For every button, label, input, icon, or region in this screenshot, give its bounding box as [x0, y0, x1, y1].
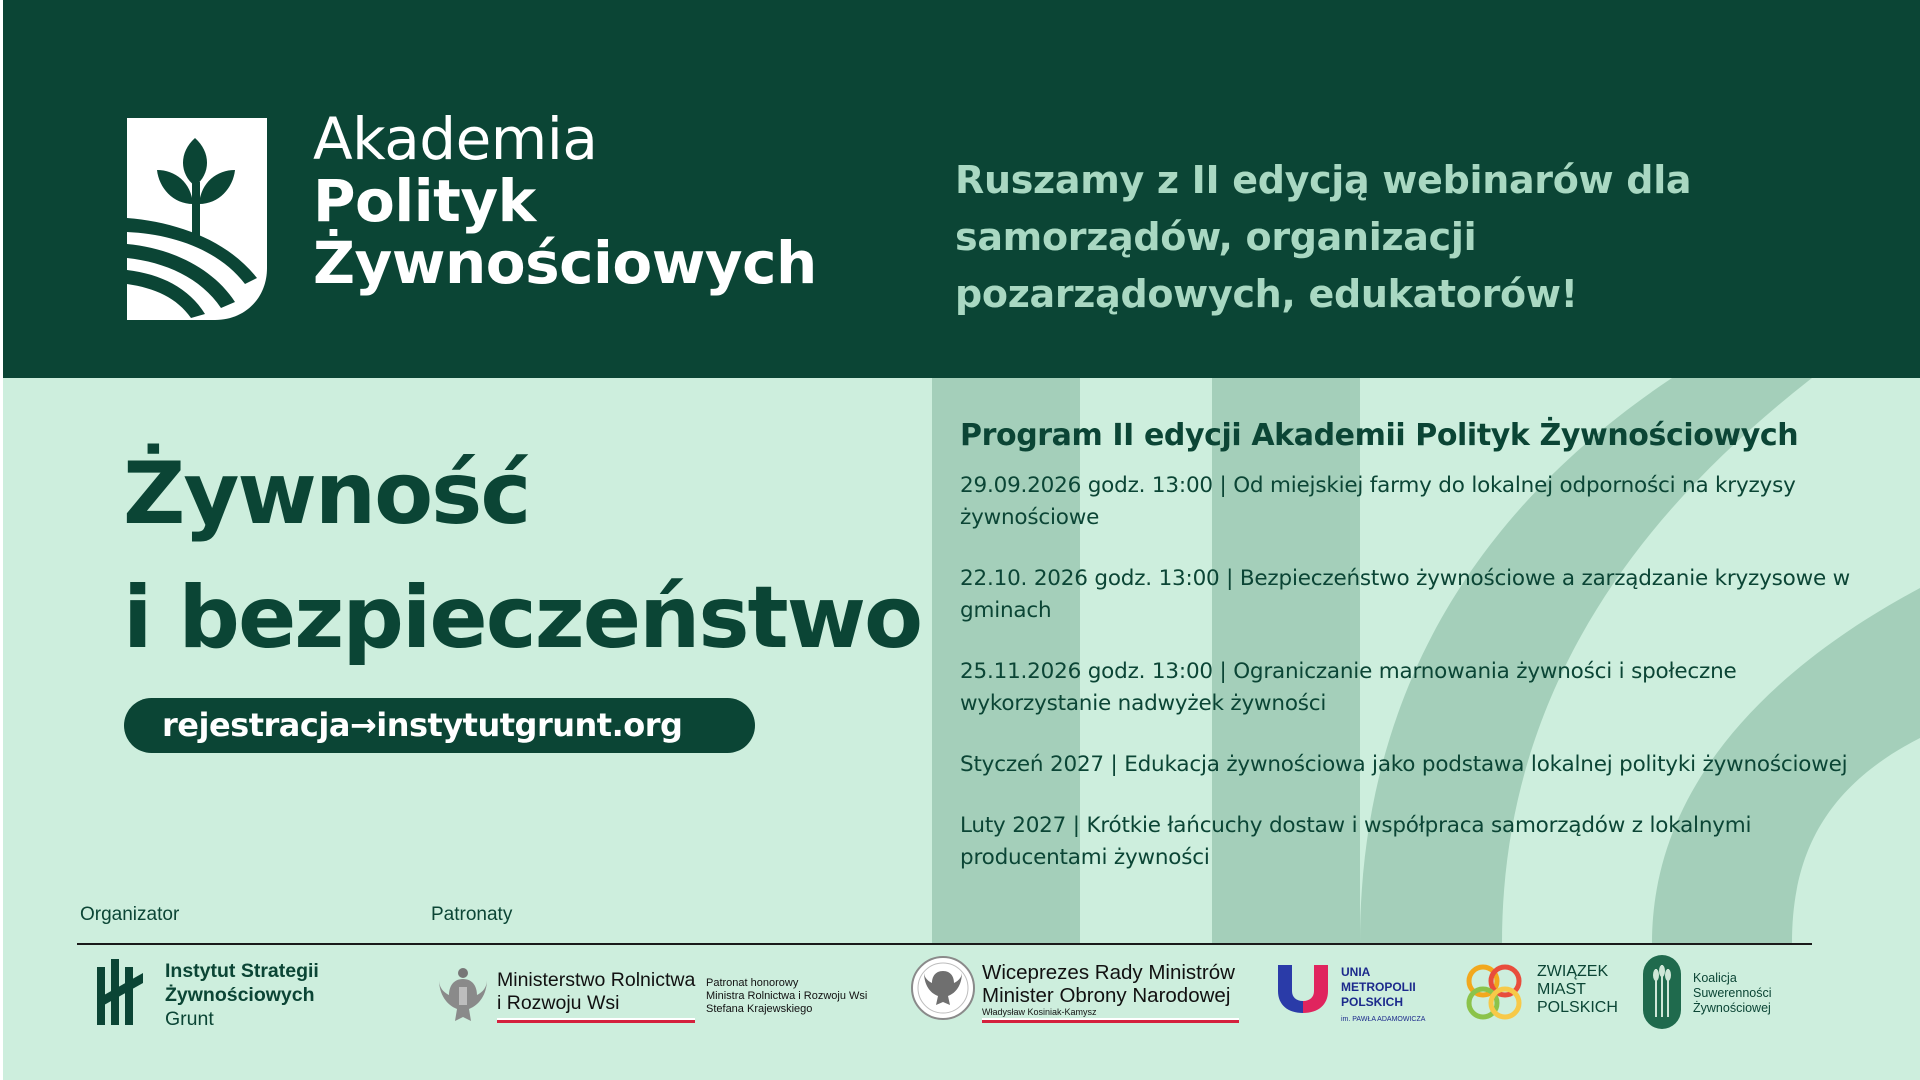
program-item: 29.09.2026 godz. 13:00 | Od miejskiej farmy do lokalnej odporności na kryzysy żywnościowe — [960, 473, 1796, 530]
organizer-line-1: Instytut Strategii — [165, 960, 319, 982]
zmp-rings-icon — [1463, 961, 1525, 1023]
registration-link[interactable]: rejestracja→instytutgrunt.org — [124, 698, 755, 753]
white-eagle-icon — [437, 965, 489, 1025]
ump-line-1: UNIA — [1341, 965, 1371, 979]
organizer-name — [165, 959, 319, 1031]
defence-flag-bar — [982, 1018, 1239, 1023]
ministry-note-1: Patronat honorowy — [706, 977, 799, 989]
ministry-line-1: Ministerstwo Rolnictwa — [497, 969, 696, 991]
program-item: Styczeń 2027 | Edukacja żywnościowa jako podstawa lokalnej polityki żywnościowej — [960, 752, 1848, 777]
defence-title — [982, 961, 1235, 1007]
footer-divider — [77, 943, 1812, 945]
organizer-line-3: Grunt — [165, 1008, 214, 1030]
ministry-patronage-note — [706, 977, 867, 1016]
ump-name — [1341, 965, 1416, 1010]
program-item: 22.10. 2026 godz. 13:00 | Bezpieczeństwo żywnościowe a zarządzanie kryzysowe w gminach — [960, 566, 1851, 623]
program-list — [960, 470, 1860, 874]
zmp-name — [1537, 963, 1618, 1017]
hero-line-1: Żywność — [123, 444, 530, 544]
zmp-line-2: MIAST — [1537, 981, 1586, 998]
brand-line-3: Żywnościowych — [313, 229, 817, 297]
wheat-icon — [1643, 955, 1681, 1029]
military-eagle-icon — [910, 955, 976, 1021]
zmp-line-1: ZWIĄZEK — [1537, 963, 1609, 980]
brand-title — [313, 105, 817, 297]
ksz-line-3: Żywnościowej — [1693, 1001, 1771, 1015]
ministry-name — [497, 969, 695, 1015]
brand-line-2: Polityk — [313, 167, 536, 235]
ump-line-2: METROPOLII — [1341, 980, 1416, 994]
zmp-line-3: POLSKICH — [1537, 999, 1618, 1016]
hero-title — [123, 432, 921, 680]
ministry-note-3: Stefana Krajewskiego — [706, 1003, 813, 1015]
defence-line-2: Minister Obrony Narodowej — [982, 984, 1231, 1007]
organizer-label: Organizator — [80, 904, 180, 925]
ksz-line-2: Suwerenności — [1693, 986, 1772, 1000]
defence-line-1: Wiceprezes Rady Ministrów — [982, 961, 1235, 984]
patronage-label: Patronaty — [431, 904, 513, 925]
isz-grunt-icon — [97, 959, 143, 1025]
sprout-field-icon — [127, 118, 267, 320]
ump-subtitle: im. PAWŁA ADAMOWICZA — [1341, 1016, 1426, 1023]
brand-line-1: Akademia — [313, 105, 598, 173]
ministry-line-2: i Rozwoju Wsi — [497, 992, 620, 1014]
program-section — [960, 412, 1860, 903]
hero-line-2: i bezpieczeństwo — [123, 568, 922, 668]
ministry-note-2: Ministra Rolnictwa i Rozwoju Wsi — [706, 990, 868, 1002]
footer-logos — [0, 955, 1920, 1035]
edge-strip — [0, 0, 3, 1080]
program-item: 25.11.2026 godz. 13:00 | Ograniczanie marnowania żywności i społeczne wykorzystanie nadwyżek żywności — [960, 659, 1737, 716]
ksz-name — [1693, 971, 1772, 1016]
ump-line-3: POLSKICH — [1341, 995, 1404, 1009]
tagline: Ruszamy z II edycją webinarów dla samorządów, organizacji pozarządowych, edukatorów! — [955, 158, 1692, 316]
ksz-line-1: Koalicja — [1693, 971, 1737, 985]
ump-u-icon — [1278, 965, 1328, 1013]
program-title: Program II edycji Akademii Polityk Żywnościowych — [960, 418, 1799, 453]
ministry-flag-bar — [497, 1018, 695, 1023]
program-item: Luty 2027 | Krótkie łańcuchy dostaw i współpraca samorządów z lokalnymi producentami żywności — [960, 813, 1752, 870]
defence-person: Władysław Kosiniak-Kamysz — [982, 1007, 1097, 1017]
organizer-line-2: Żywnościowych — [165, 984, 315, 1006]
